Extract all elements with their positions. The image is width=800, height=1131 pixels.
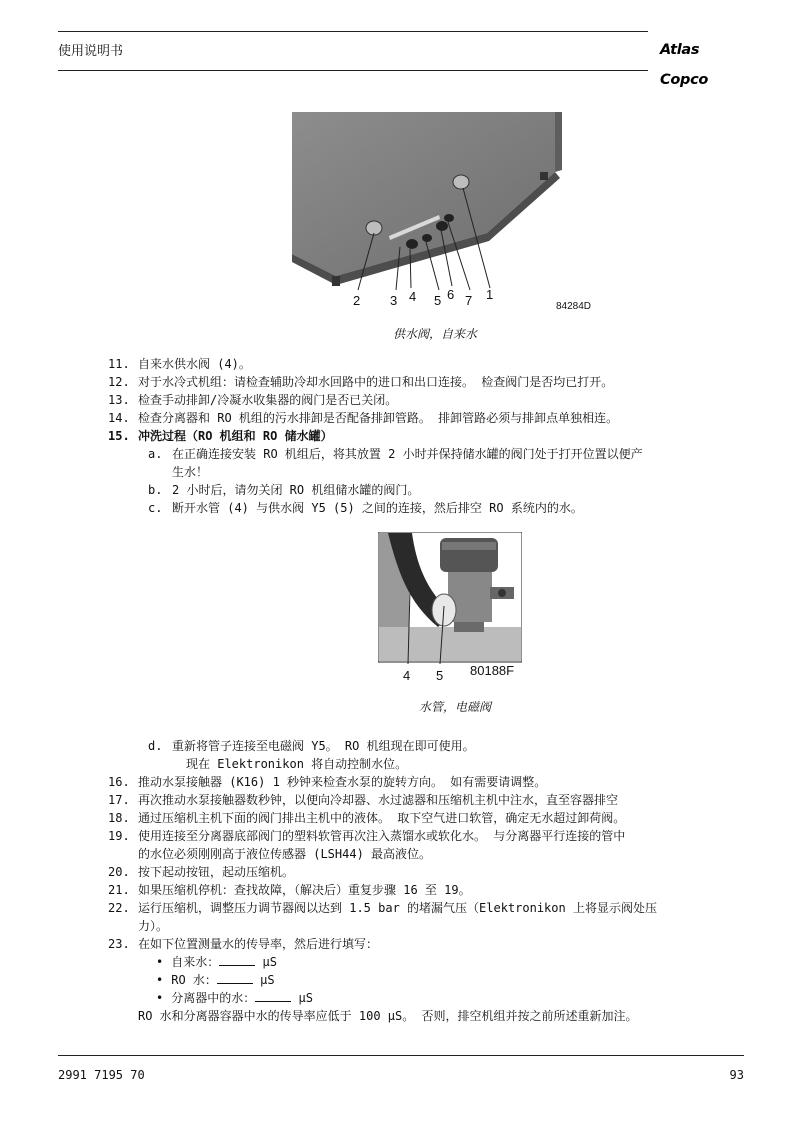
step-heading: 冲洗过程（RO 机组和 RO 储水罐） — [138, 429, 333, 443]
step-21: 21. 如果压缩机停机：查找故障，（解决后）重复步骤 16 至 19。 — [108, 883, 471, 897]
step-16: 16. 推动水泵接触器 (K16) 1 秒钟来检查水泵的旋转方向。 如有需要请调整。 — [108, 775, 547, 789]
page-number: 93 — [729, 1068, 744, 1082]
step-19: 19. 使用连接至分离器底部阀门的塑料软管再次注入蒸馏水或软化水。 与分离器平行连接的管中 — [108, 829, 626, 843]
step-18: 18. 通过压缩机主机下面的阀门排出主机中的液体。 取下空气进口软管，确定无水超过卸荷阀。 — [108, 811, 626, 825]
substep-b: b. 2 小时后，请勿关闭 RO 机组储水罐的阀门。 — [148, 483, 420, 497]
document-header-title: 使用说明书 — [58, 44, 124, 59]
fill-in-blank — [217, 973, 253, 984]
footer-rule — [58, 1055, 744, 1056]
step-text: 对于水冷式机组：请检查辅助冷却水回路中的进口和出口连接。 检查阀门是否均已打开。 — [138, 375, 614, 389]
step-15 — [108, 428, 333, 446]
callout-7: 7 — [465, 293, 473, 308]
step-number: 15. — [108, 429, 130, 443]
callout-2: 2 — [353, 293, 361, 308]
substep-a: a. 在正确连接安装 RO 机组后，将其放置 2 小时并保持储水罐的阀门处于打开位置以便产 — [148, 447, 643, 461]
substep-c: c. 断开水管 (4) 与供水阀 Y5 (5) 之间的连接，然后排空 RO 系统内的水。 — [148, 501, 583, 515]
closing-note: RO 水和分离器容器中水的传导率应低于 100 μS。 否则，排空机组并按之前所述重新加注。 — [138, 1009, 638, 1023]
figure-code: 84284D — [556, 301, 592, 312]
substep-d: d. 重新将管子连接至电磁阀 Y5。 RO 机组现在即可使用。 — [148, 739, 475, 753]
step-text: 检查分离器和 RO 机组的污水排卸是否配备排卸管路。 排卸管路必须与排卸点单独相连。 — [138, 411, 619, 425]
step-13 — [108, 392, 398, 410]
step-11 — [108, 356, 251, 374]
callout-4: 4 — [403, 668, 411, 683]
step-20: 20. 按下起动按钮，起动压缩机。 — [108, 865, 295, 879]
step-23: 23. 在如下位置测量水的传导率，然后进行填写： — [108, 937, 379, 951]
step-number: 12. — [108, 375, 130, 389]
atlas-copco-logo: Atlas Copco — [660, 42, 709, 88]
callout-3: 3 — [390, 293, 398, 308]
hose-solenoid-figure — [378, 532, 522, 687]
step-14 — [108, 410, 619, 428]
bullet-tap-water: • 自来水： μS — [156, 954, 277, 972]
callout-1: 1 — [486, 287, 494, 302]
figure-code: 80188F — [470, 663, 515, 678]
header-rule-bottom — [58, 70, 648, 71]
fill-in-blank — [219, 955, 255, 966]
supply-valve-figure — [292, 108, 592, 323]
bullet-ro-water: • RO 水： μS — [156, 972, 275, 990]
header-rule-top — [58, 31, 648, 32]
fill-in-blank — [255, 991, 291, 1002]
step-number: 13. — [108, 393, 130, 407]
bullet-separator-water: • 分离器中的水： μS — [156, 990, 313, 1008]
step-text: 自来水供水阀 (4)。 — [138, 357, 251, 371]
document-number: 2991 7195 70 — [58, 1068, 145, 1082]
step-number: 14. — [108, 411, 130, 425]
callout-5: 5 — [434, 293, 442, 308]
figure2-caption: 水管，电磁阀 — [419, 700, 492, 714]
step-number: 11. — [108, 357, 130, 371]
callout-5: 5 — [436, 668, 444, 683]
figure1-caption: 供水阀，自来水 — [393, 327, 478, 341]
step-22: 22. 运行压缩机，调整压力调节器阀以达到 1.5 bar 的堵漏气压（Elektronikon 上将显示阀处压 — [108, 901, 657, 915]
step-17: 17. 再次推动水泵接触器数秒钟，以便向冷却器、水过滤器和压缩机主机中注水，直至容器排空 — [108, 793, 619, 807]
callout-4: 4 — [409, 289, 417, 304]
step-12 — [108, 374, 614, 392]
step-text: 检查手动排卸/冷凝水收集器的阀门是否已关闭。 — [138, 393, 398, 407]
callout-6: 6 — [447, 287, 455, 302]
